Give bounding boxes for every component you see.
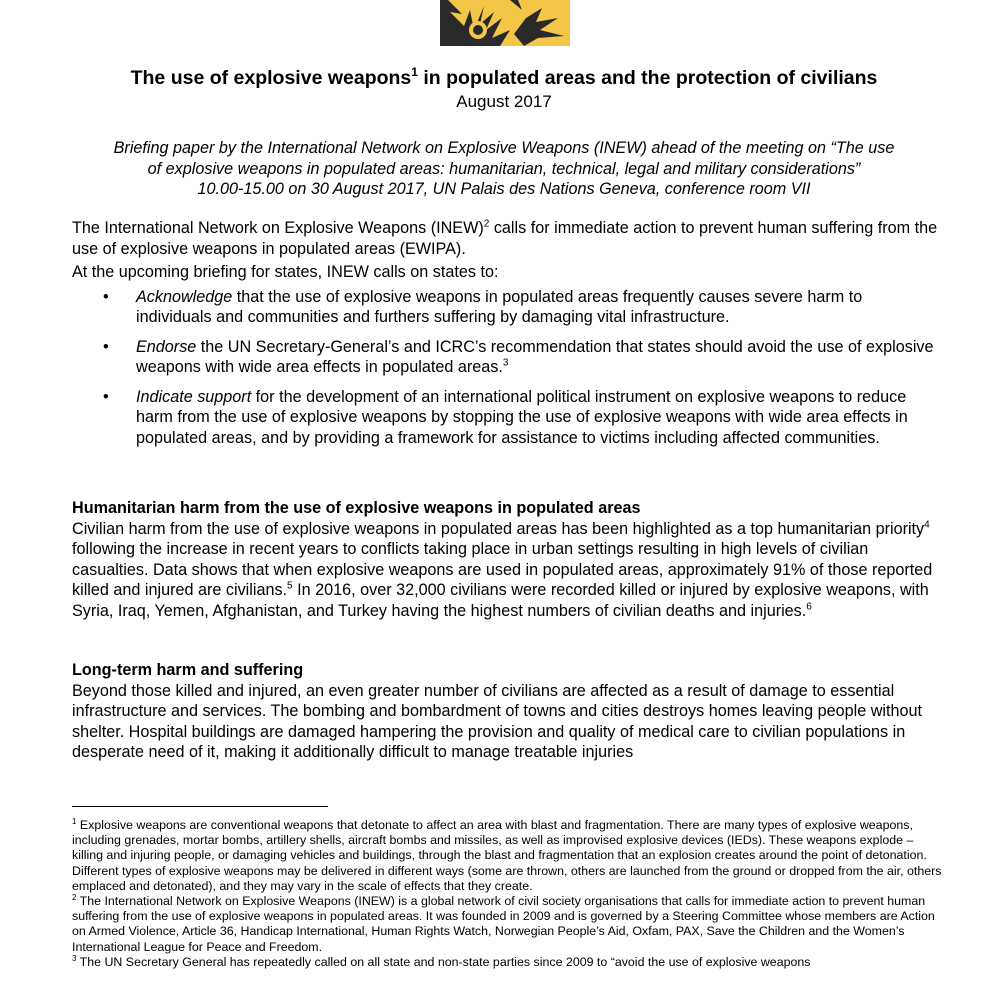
call-text: the UN Secretary-General’s and ICRC’s recommendation that states should avoid the use of explosive weapons with wide area effects in populated areas. — [136, 337, 934, 376]
footnotes — [72, 818, 942, 970]
bullet-icon: • — [103, 387, 109, 406]
list-item — [72, 387, 942, 449]
calls-list — [72, 287, 942, 449]
footnote-number: 1 — [72, 816, 77, 826]
footnote-text: The International Network on Explosive Weapons (INEW) is a global network of civil society organisations that calls for immediate action to prevent human suffering from the use of explosive weapons in populated areas. It was founded in 2009 and is governed by a Steering Committee whose members are Action on Armed Violence, Article 36, Handicap International, Human Rights Watch, Norwegian People’s Aid, Oxfam, PAX, Save the Children and the Women’s International League for Peace and Freedom. — [72, 894, 935, 954]
footnote — [72, 818, 942, 894]
footnote-ref[interactable]: 5 — [287, 580, 293, 592]
call-text: for the development of an international political instrument on explosive weapons to reduce harm from the use of explosive weapons by stopping the use of explosive weapons with wide area effects in populated areas, and by providing a framework for assistance to victims including affected communities. — [136, 387, 908, 447]
footnote — [72, 894, 942, 955]
briefing-subtitle — [60, 138, 948, 200]
footnote-ref[interactable]: 4 — [924, 519, 930, 531]
footnote-ref[interactable]: 6 — [806, 601, 812, 613]
title-text-rest: in populated areas and the protection of civilians — [417, 67, 878, 89]
humanitarian-harm-section — [72, 498, 942, 621]
footnote-text: The UN Secretary General has repeatedly called on all state and non-state parties since 2009 to “avoid the use of explosive weapons — [76, 954, 811, 969]
footnote — [72, 955, 942, 970]
section-paragraph — [72, 519, 942, 622]
footnote-number: 3 — [72, 953, 77, 963]
intro-section — [72, 218, 942, 457]
intro-paragraph: At the upcoming briefing for states, INEW calls on states to: — [72, 263, 499, 281]
call-verb: Acknowledge — [136, 287, 233, 306]
page-title — [0, 66, 1008, 90]
section-heading: Humanitarian harm from the use of explosive weapons in populated areas — [72, 499, 641, 517]
footnote-divider — [72, 806, 328, 807]
footnote-number: 2 — [72, 892, 77, 902]
page-date: August 2017 — [456, 92, 552, 111]
briefing-line: Briefing paper by the International Network on Explosive Weapons (INEW) ahead of the meeting on “The use — [113, 139, 895, 157]
intro-text: The International Network on Explosive Weapons (INEW) — [72, 219, 484, 237]
footnote-text: Explosive weapons are conventional weapons that detonate to affect an area with blast and fragmentation. There are many types of explosive weapons, including grenades, mortar bombs, artillery shells, aircraft bombs and missiles, as well as improvised explosive devices (IEDs). These weapons explode – killing and injuring people, or damaging vehicles and buildings, through the blast and fragmentation that an explosion creates around the point of detonation. Different types of explosive weapons may be delivered in different ways (some are thrown, others are launched from the ground or dropped from the air, others emplaced and detonated), and they may vary in the scale of effects that they create. — [72, 818, 942, 893]
list-item — [72, 337, 942, 378]
long-term-harm-section — [72, 660, 942, 763]
intro-paragraph — [72, 218, 942, 259]
bullet-icon: • — [103, 337, 109, 356]
title-text: The use of explosive weapons — [130, 67, 412, 89]
call-verb: Endorse — [136, 337, 197, 356]
bullet-icon: • — [103, 287, 109, 306]
paragraph-text: following the increase in recent years to conflicts taking place in urban settings resulting in high levels of civilian casualties. Data shows that when explosive weapons are used in populated areas, approximately 91% of those reported killed and injured are civilians. — [72, 540, 933, 599]
list-item — [72, 287, 942, 328]
explosion-logo-icon — [440, 0, 570, 46]
footnote-ref[interactable]: 3 — [502, 357, 509, 369]
footnote-ref[interactable]: 1 — [411, 64, 418, 79]
briefing-line: 10.00-15.00 on 30 August 2017, UN Palais des Nations Geneva, conference room VII — [197, 180, 811, 198]
section-heading: Long-term harm and suffering — [72, 661, 304, 679]
paragraph-text: In 2016, over 32,000 civilians were recorded killed or injured by explosive weapons, with Syria, Iraq, Yemen, Afghanistan, and Turkey having the highest numbers of civilian deaths and injuries. — [72, 581, 929, 620]
section-paragraph: Beyond those killed and injured, an even greater number of civilians are affected as a result of damage to essential infrastructure and services. The bombing and bombardment of towns and cities destroys homes leaving people without shelter. Hospital buildings are damaged hampering the provision and quality of medical care to civilian populations in desperate need of it, making it additionally difficult to manage treatable injuries — [72, 681, 923, 761]
call-verb: Indicate support — [136, 387, 252, 406]
paragraph-text: Civilian harm from the use of explosive weapons in populated areas has been highlighted as a top humanitarian priority — [72, 519, 925, 538]
intro-text: calls for immediate action to prevent human suffering from the use of explosive weapons in populated areas (EWIPA). — [72, 219, 938, 258]
call-text: that the use of explosive weapons in populated areas frequently causes severe harm to individuals and communities and furthers suffering by damaging vital infrastructure. — [136, 287, 863, 326]
footnote-ref[interactable]: 2 — [483, 218, 490, 230]
briefing-line: of explosive weapons in populated areas: humanitarian, technical, legal and military considerations” — [147, 159, 861, 178]
